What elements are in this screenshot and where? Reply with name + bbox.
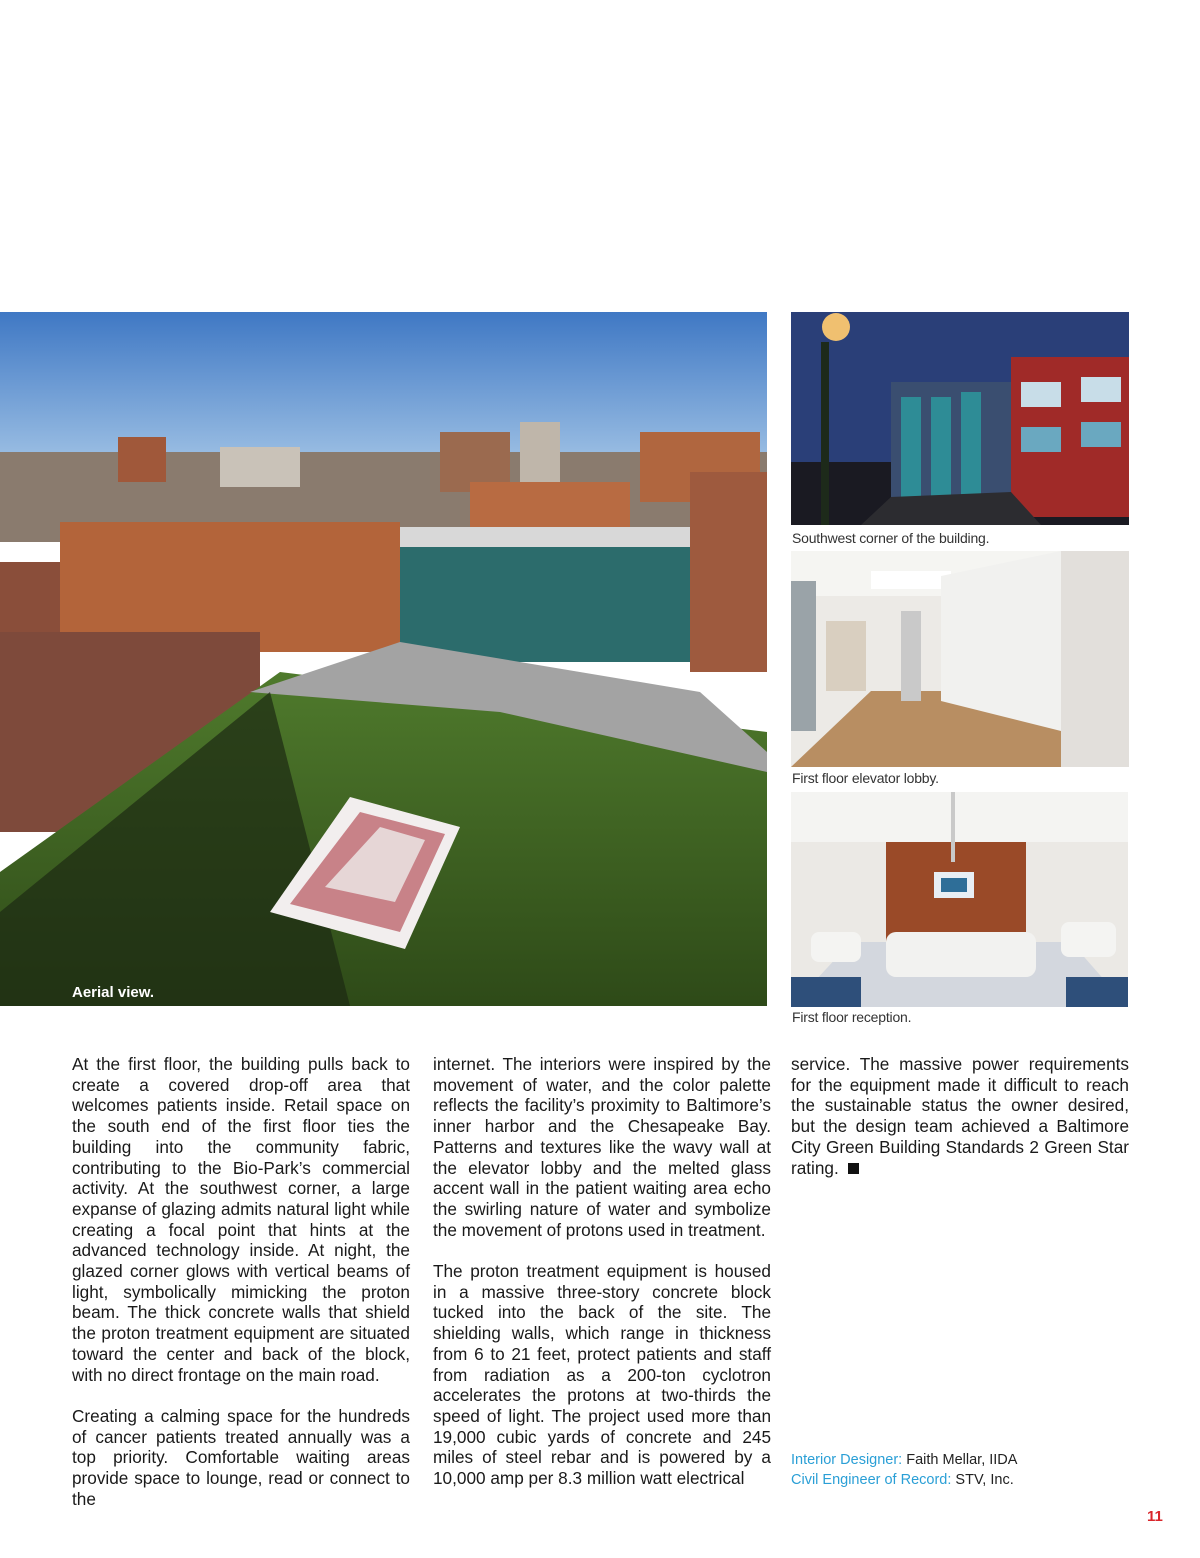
southwest-corner-photo <box>791 312 1129 525</box>
col3-paragraph-1-text: service. The massive power requirements for the equipment made it difficult to reach the sustainable status the owner desired, but the design team achieved a Baltimore City Green Building Standards 2 Green Star rating. <box>791 1054 1129 1178</box>
article-column-2 <box>433 1054 771 1509</box>
credit-interior-designer <box>791 1451 1017 1471</box>
credit-role: Interior Designer: <box>791 1452 903 1468</box>
credit-name: Faith Mellar, IIDA <box>906 1452 1018 1468</box>
col2-paragraph-2: The proton treatment equipment is housed in a massive three-story concrete block tucked into the back of the site. The shielding walls, which range in thickness from 6 to 21 feet, protect patients and staff from radiation as a 200-ton cyclotron accelerates the protons at two-thirds the speed of light. The project used more than 19,000 cubic yards of concrete and 245 miles of steel rebar and is powered by a 10,000 amp per 8.3 million watt electrical <box>433 1261 771 1489</box>
col2-paragraph-1: internet. The interiors were inspired by the movement of water, and the color palette reflects the facility’s proximity to Baltimore’s inner harbor and the Chesapeake Bay. Patterns and textures like the wavy wall at the elevator lobby and the melted glass accent wall in the patient waiting area echo the swirling nature of water and symbolize the movement of protons used in treatment. <box>433 1054 771 1240</box>
col1-paragraph-2: Creating a calming space for the hundreds of cancer patients treated annually was a top priority. Comfortable waiting areas provide space to lounge, read or connect to the <box>72 1405 410 1509</box>
elevator-lobby-photo <box>791 551 1129 767</box>
article-column-1 <box>72 1054 410 1530</box>
credit-civil-engineer <box>791 1471 1017 1491</box>
col1-paragraph-1: At the first floor, the building pulls back to create a covered drop-off area that welcomes patients inside. Retail space on the south end of the first floor ties the building into the community fabric, contributing to the Bio-Park’s commercial activity. At the southwest corner, a large expanse of glazing admits natural light while creating a focal point that hints at the advanced technology inside. At night, the glazed corner glows with vertical beams of light, symbolically mimicking the proton beam. The thick concrete walls that shield the proton treatment equipment are situated toward the center and back of the block, with no direct frontage on the main road. <box>72 1054 410 1385</box>
article-column-3 <box>791 1054 1129 1199</box>
reception-photo <box>791 792 1128 1007</box>
col3-paragraph-1 <box>791 1054 1129 1178</box>
credit-name: STV, Inc. <box>955 1471 1014 1488</box>
aerial-photo <box>0 312 767 1006</box>
aerial-caption: Aerial view. <box>72 984 154 1001</box>
reception-caption: First floor reception. <box>792 1009 912 1025</box>
elevator-caption: First floor elevator lobby. <box>792 770 939 786</box>
southwest-caption: Southwest corner of the building. <box>792 530 990 546</box>
project-credits <box>791 1451 1017 1490</box>
credit-role: Civil Engineer of Record: <box>791 1471 952 1488</box>
page-number: 11 <box>1147 1508 1163 1525</box>
end-mark-icon <box>848 1163 859 1174</box>
